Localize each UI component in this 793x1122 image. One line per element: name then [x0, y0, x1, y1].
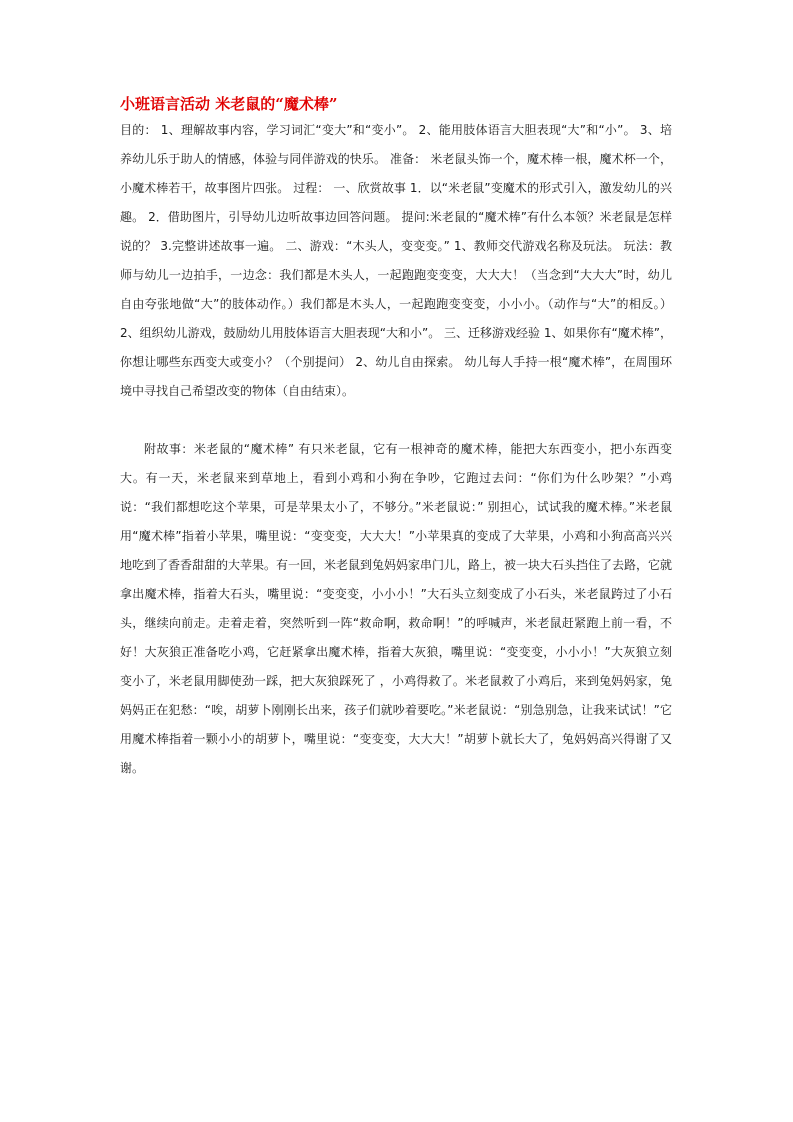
document-title: 小班语言活动 米老鼠的“魔术棒” [120, 95, 338, 113]
story-paragraph: 附故事：米老鼠的“魔术棒” 有只米老鼠，它有一根神奇的魔术棒，能把大东西变小，把小东西变大。有一天，米老鼠来到草地上，看到小鸡和小狗在争吵，它跑过去问：“你们为什么吵架？”小鸡说：“我们都想吃这个苹果，可是苹果太小了，不够分。”米老鼠说：” 别担心，试试我的魔术棒。”米老鼠用“魔术棒”指着小苹果，嘴里说：“变变变，大大大！”小苹果真的变成了大苹果，小鸡和小狗高高兴兴地吃到了香香甜甜的大苹果。有一回，米老鼠到兔妈妈家串门儿，路上，被一块大石头挡住了去路，它就拿出魔术棒，指着大石头，嘴里说：“变变变，小小小！”大石头立刻变成了小石头，米老鼠跨过了小石头，继续向前走。走着走着，突然听到一阵“救命啊，救命啊！”的呼喊声，米老鼠赶紧跑上前一看，不好！大灰狼正准备吃小鸡，它赶紧拿出魔术棒，指着大灰狼，嘴里说：“变变变，小小小！”大灰狼立刻变小了，米老鼠用脚使劲一踩，把大灰狼踩死了 ，小鸡得救了。米老鼠救了小鸡后，来到兔妈妈家，兔妈妈正在犯愁：“唉，胡萝卜刚刚长出来，孩子们就吵着要吃。”米老鼠说：“别急别急，让我来试试！”它用魔术棒指着一颗小小的胡萝卜，嘴里说：“变变变，大大大！”胡萝卜就长大了，兔妈妈高兴得谢了又谢。 [120, 442, 673, 775]
document-page [120, 94, 672, 783]
lesson-plan-paragraph: 目的： 1、理解故事内容，学习词汇“变大”和“变小”。 2、能用肢体语言大胆表现“大”和“小”。 3、培养幼儿乐于助人的情感，体验与同伴游戏的快乐。 准备： 米老鼠头饰一个，魔术棒一根，魔术杯一个， 小魔术棒若干，故事图片四张。 过程： 一、欣赏故事 1．以“米老鼠”变魔术的形式引入，激发幼儿的兴趣。 2．借助图片，引导幼儿边听故事边回答问题。 提问:米老鼠的“魔术棒”有什么本领？米老鼠是怎样说的？ 3.完整讲述故事一遍。 二、游戏：“木头人，变变变。” 1、教师交代游戏名称及玩法。 玩法：教师与幼儿一边拍手，一边念：我们都是木头人，一起跑跑变变变，大大大！（当念到“大大大”时，幼儿自由夸张地做“大”的肢体动作。）我们都是木头人，一起跑跑变变变，小小小。（动作与“大”的相反。） 2、组织幼儿游戏，鼓励幼儿用肢体语言大胆表现“大和小”。 三、迁移游戏经验 1、如果你有“魔术棒”，你想让哪些东西变大或变小？（个别提问） 2、幼儿自由探索。 幼儿每人手持一根“魔术棒”，在周围环境中寻找自己希望改变的物体（自由结束）。 [120, 123, 672, 398]
